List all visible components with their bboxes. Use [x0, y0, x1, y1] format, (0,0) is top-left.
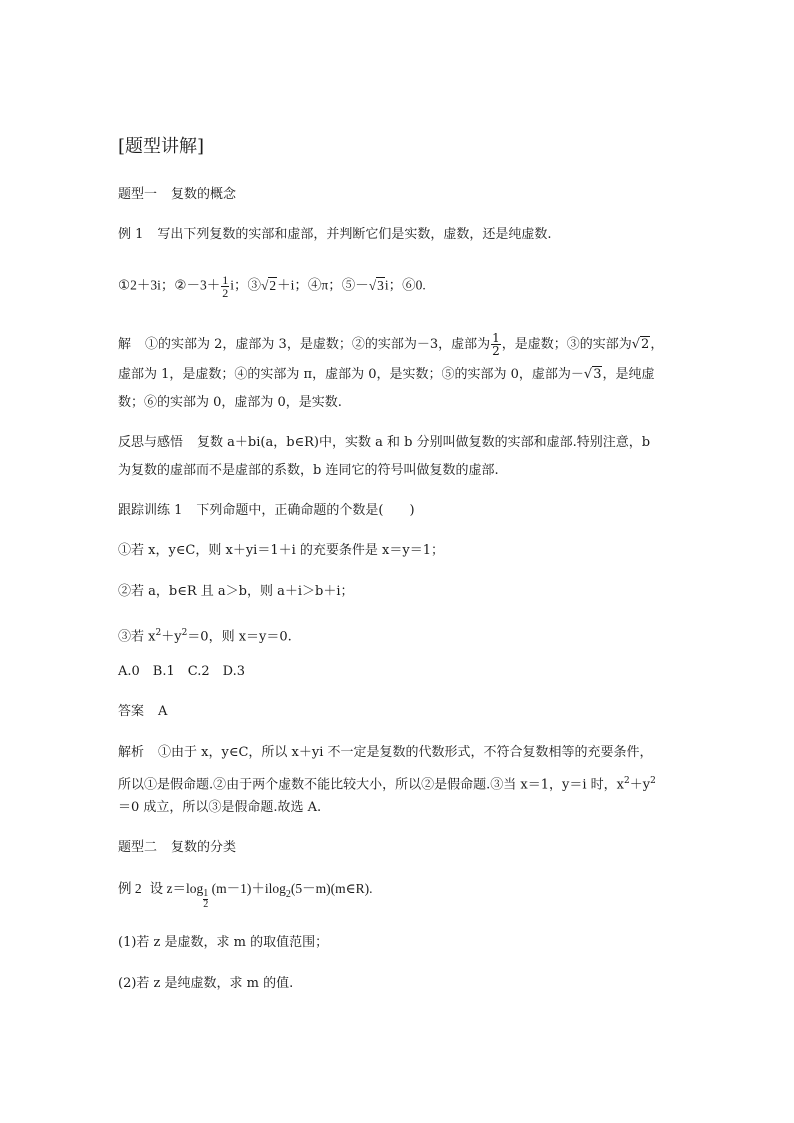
type2-label: 题型二	[118, 840, 158, 855]
solution-fraction	[491, 332, 501, 357]
answer-line	[118, 703, 167, 721]
analysis-line3: ＝0 成立，所以③是假命题.故选 A.	[118, 800, 322, 815]
example1-label: 例 1	[118, 227, 144, 242]
sqrt-3: √3	[368, 277, 384, 293]
solution-l1c: ，	[650, 337, 664, 352]
solution-l2b: ，是纯虚	[602, 367, 655, 382]
fraction-one-half	[221, 274, 229, 299]
solution-l2a: 虚部为 1，是虚数；④的实部为 π，虚部为 0，是实数；⑤的实部为 0，虚部为－	[118, 367, 584, 382]
p3-sup2: 2	[181, 628, 188, 638]
example2-question	[118, 880, 372, 910]
answer-options: A.0 B.1 C.2 D.3	[118, 664, 245, 679]
answer-value: A	[158, 704, 168, 719]
practice1-question	[118, 502, 415, 520]
solution-frac-den: 2	[492, 344, 500, 358]
analysis-label: 解析	[118, 745, 145, 760]
p3-b: ＋y	[161, 629, 182, 645]
analysis-line2	[118, 772, 656, 794]
solution-frac-num: 1	[492, 331, 500, 345]
example1-question	[118, 226, 552, 244]
analysis-sup1: 2	[623, 776, 630, 786]
reflection-label: 反思与感悟	[118, 435, 184, 450]
sqrt-arg: 2	[269, 277, 277, 293]
example2-q2: (2)若 z 是纯虚数，求 m 的值.	[118, 976, 294, 991]
example2-b: (m－1)＋ilog	[211, 881, 286, 896]
log-base-den: 2	[203, 899, 209, 910]
solution1-line1	[118, 332, 663, 357]
proposition-2: ②若 a，b∈R 且 a＞b，则 a＋i＞b＋i；	[118, 584, 354, 599]
log-base-num: 1	[203, 888, 209, 899]
solution-sqrt3-arg: 3	[593, 367, 602, 382]
items-part-b: i；③	[230, 277, 261, 293]
reflection-line1	[118, 434, 650, 452]
solution-sqrt3: √3	[583, 367, 602, 382]
answer-label: 答案	[118, 704, 145, 719]
type2-heading	[118, 839, 236, 857]
log-base-2: 2	[285, 889, 291, 900]
type1-title: 复数的概念	[171, 187, 237, 202]
sqrt-2: √2	[260, 277, 277, 293]
example1-text: 写出下列复数的实部和虚部，并判断它们是实数，虚数，还是纯虚数.	[157, 227, 552, 242]
practice1-label: 跟踪训练 1	[118, 503, 183, 518]
frac-num: 1	[222, 273, 229, 287]
solution1-line2	[118, 366, 654, 384]
reflection-text1: 复数 a＋bi(a，b∈R)中，实数 a 和 b 分别叫做复数的实部和虚部.特别注意，b	[197, 435, 651, 450]
type1-heading	[118, 186, 236, 204]
log-base-fraction	[203, 889, 208, 910]
example2-q1: (1)若 z 是虚数，求 m 的取值范围；	[118, 935, 329, 950]
analysis-line1	[118, 744, 653, 762]
practice1-text: 下列命题中，正确命题的个数是( )	[196, 503, 415, 518]
example1-items	[118, 274, 426, 299]
analysis-text1: ①由于 x，y∈C，所以 x＋yi 不一定是复数的代数形式，不符合复数相等的充要条件，	[158, 745, 653, 760]
items-part-d: i；⑥0.	[384, 277, 426, 293]
solution-sqrt2-arg: 2	[641, 337, 650, 352]
reflection-line2: 为复数的虚部而不是虚部的系数，b 连同它的符号叫做复数的虚部.	[118, 463, 499, 478]
analysis-sup2: 2	[650, 776, 656, 786]
solution1-line3: 数；⑥的实部为 0，虚部为 0，是实数.	[118, 395, 342, 410]
p3-sup1: 2	[155, 628, 162, 638]
solution-sqrt2: √2	[631, 337, 650, 352]
solution-label: 解	[118, 337, 132, 352]
solution-l1b: ，是虚数；③的实部为	[501, 337, 632, 352]
example2-c: (5－m)(m∈R).	[290, 881, 373, 896]
items-part-a: ①2＋3i；②－3＋	[118, 277, 221, 293]
sqrt-arg2: 3	[377, 277, 384, 293]
section-title: [题型讲解]	[118, 136, 205, 157]
items-part-c: ＋i；④π；⑤－	[277, 277, 369, 293]
type1-label: 题型一	[118, 187, 158, 202]
frac-den: 2	[222, 286, 229, 300]
analysis-l2b: ＋y	[629, 777, 651, 793]
solution-l1a: ①的实部为 2，虚部为 3，是虚数；②的实部为－3，虚部为	[145, 337, 491, 352]
proposition-1: ①若 x，y∈C，则 x＋yi＝1＋i 的充要条件是 x＝y＝1；	[118, 543, 444, 558]
proposition-3	[118, 624, 292, 646]
p3-c: ＝0，则 x＝y＝0.	[187, 629, 292, 645]
example2-label: 例 2	[118, 881, 142, 896]
analysis-l2a: 所以①是假命题.②由于两个虚数不能比较大小，所以②是假命题.③当 x＝1，y＝i 时，x	[118, 777, 624, 793]
p3-a: ③若 x	[118, 629, 156, 645]
example2-a: 设 z＝log	[149, 881, 204, 896]
type2-title: 复数的分类	[171, 840, 237, 855]
